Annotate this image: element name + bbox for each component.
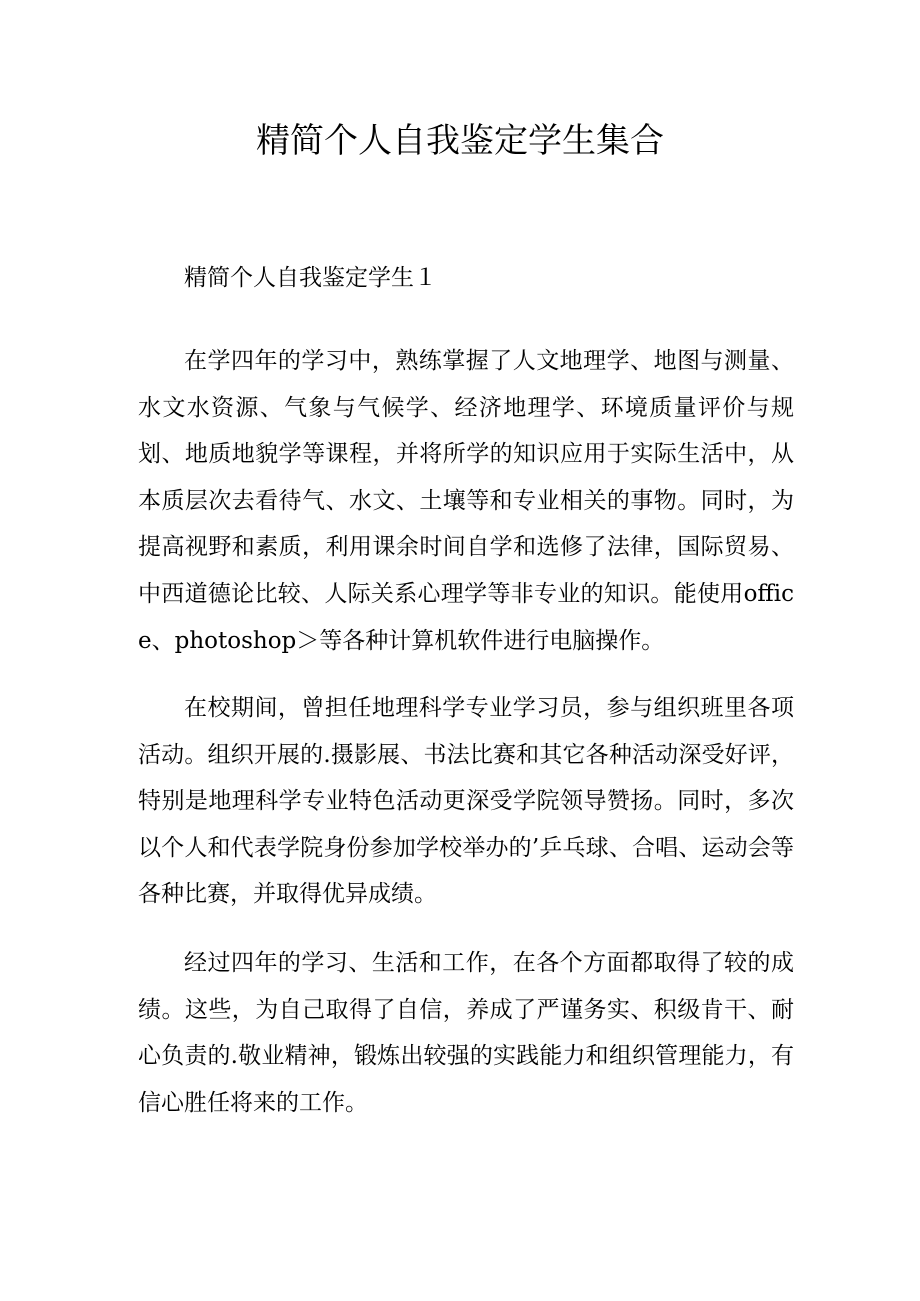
paragraph-2: 在校期间，曾担任地理科学专业学习员，参与组织班里各项活动。组织开展的.摄影展、书法比赛和其它各种活动深受好评，特别是地理科学专业特色活动更深受学院领导赞扬。同时，多次以个人和代表学院身份参加学校举办的’乒乓球、合唱、运动会等各种比赛，并取得优异成绩。 xyxy=(138,695,794,908)
paragraph-1: 在学四年的学习中，熟练掌握了人文地理学、地图与测量、水文水资源、气象与气候学、经济地理学、环境质量评价与规划、地质地貌学等课程，并将所学的知识应用于实际生活中，从本质层次去看待气、水文、土壤等和专业相关的事物。同时，为提高视野和素质，利用课余时间自学和选修了法律，国际贸易、中西道德论比较、人际关系心理学等非专业的知识。能使用office、photoshop＞等各种计算机软件进行电脑操作。 xyxy=(138,348,794,654)
section-heading: 精简个人自我鉴定学生１ xyxy=(184,265,437,291)
paragraph-3: 经过四年的学习、生活和工作，在各个方面都取得了较的成绩。这些，为自己取得了自信，养成了严谨务实、积级肯干、耐心负责的.敬业精神，锻炼出较强的实践能力和组织管理能力，有信心胜任将来的工作。 xyxy=(138,950,794,1116)
document-title: 精简个人自我鉴定学生集合 xyxy=(256,121,664,161)
